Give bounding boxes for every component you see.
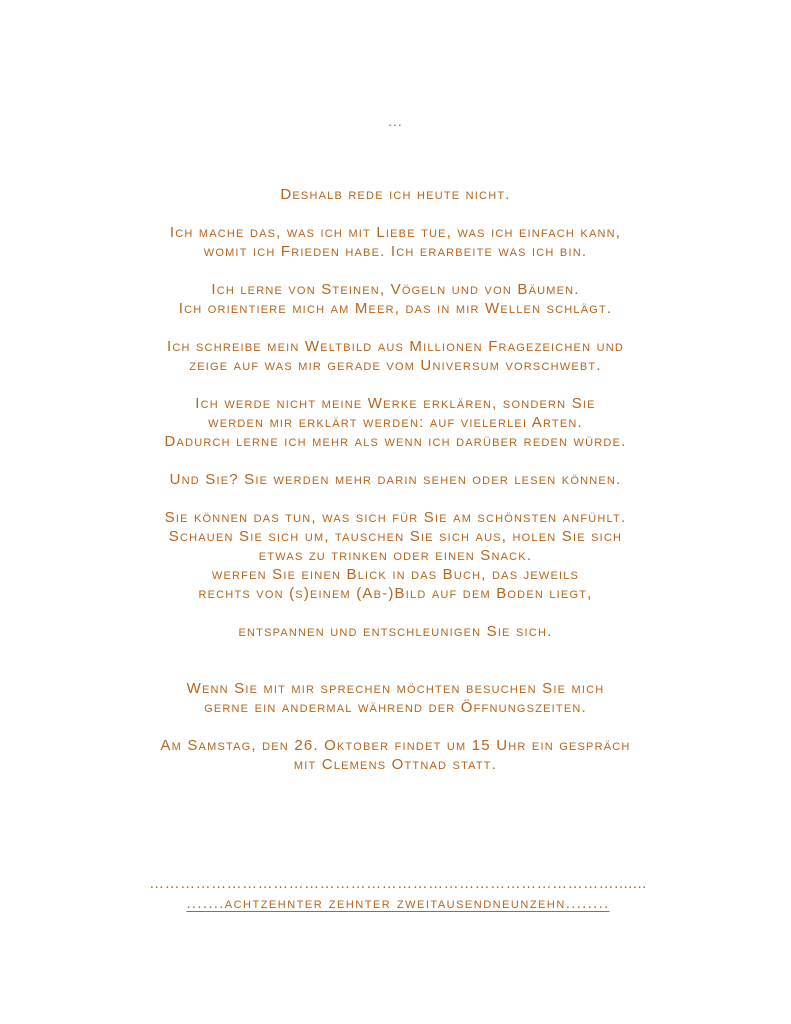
paragraph — [0, 508, 791, 603]
text-line: Sie können das tun, was sich für Sie am schönsten anfühlt. — [164, 509, 627, 526]
text-line: rechts von (s)einem (Ab-)Bild auf dem Boden liegt, — [198, 585, 593, 602]
text-line: Ich werde nicht meine Werke erklären, sondern Sie — [195, 395, 596, 412]
text-line: Dadurch lerne ich mehr als wenn ich darüber reden würde. — [164, 433, 627, 450]
date-line — [118, 894, 678, 914]
paragraph — [0, 223, 791, 261]
text-line: werden mir erklärt werden: auf vielerlei Arten. — [208, 414, 583, 431]
text-line: Am Samstag, den 26. Oktober findet um 15 Uhr ein gespräch — [160, 737, 631, 754]
paragraph — [0, 280, 791, 318]
paragraph — [0, 470, 791, 489]
text-line: gerne ein andermal während der Öffnungszeiten. — [204, 699, 587, 716]
text-line: Ich schreibe mein Weltbild aus Millionen Fragezeichen und — [166, 338, 625, 355]
text-line: etwas zu trinken oder einen Snack. — [258, 547, 533, 564]
paragraph — [0, 679, 791, 717]
text-line: Deshalb rede ich heute nicht. — [280, 186, 511, 203]
opening-ellipsis: ... — [388, 113, 403, 129]
text-line: zeige auf was mir gerade vom Universum vorschwebt. — [189, 357, 602, 374]
paragraph — [0, 622, 791, 641]
text-line: werfen Sie einen Blick in das Buch, das jeweils — [211, 566, 580, 583]
date-suffix-dots: ........ — [565, 895, 610, 912]
paragraph — [0, 337, 791, 375]
text-line: Schauen Sie sich um, tauschen Sie sich aus, holen Sie sich — [168, 528, 623, 545]
text-line: Und Sie? Sie werden mehr darin sehen oder lesen können. — [169, 471, 622, 488]
text-line: womit ich Frieden habe. Ich erarbeite was ich bin. — [203, 243, 588, 260]
document-body — [0, 185, 791, 793]
paragraph — [0, 394, 791, 451]
text-line: Ich orientiere mich am Meer, das in mir Wellen schlägt. — [178, 300, 613, 317]
footer — [118, 874, 678, 914]
dotted-separator: ………………………………………………………………………………....... — [149, 875, 647, 892]
paragraph — [0, 185, 791, 204]
date-text: achtzehnter zehnter zweitausendneunzehn — [224, 895, 566, 912]
text-line: Wenn Sie mit mir sprechen möchten besuchen Sie mich — [186, 680, 605, 697]
text-line: Ich lerne von Steinen, Vögeln und von Bäumen. — [211, 281, 580, 298]
paragraph — [0, 736, 791, 774]
date-prefix-dots: ....... — [186, 895, 225, 912]
text-line: mit Clemens Ottnad statt. — [293, 756, 498, 773]
text-line: Ich mache das, was ich mit Liebe tue, was ich einfach kann, — [169, 224, 622, 241]
text-line: entspannen und entschleunigen Sie sich. — [238, 623, 553, 640]
